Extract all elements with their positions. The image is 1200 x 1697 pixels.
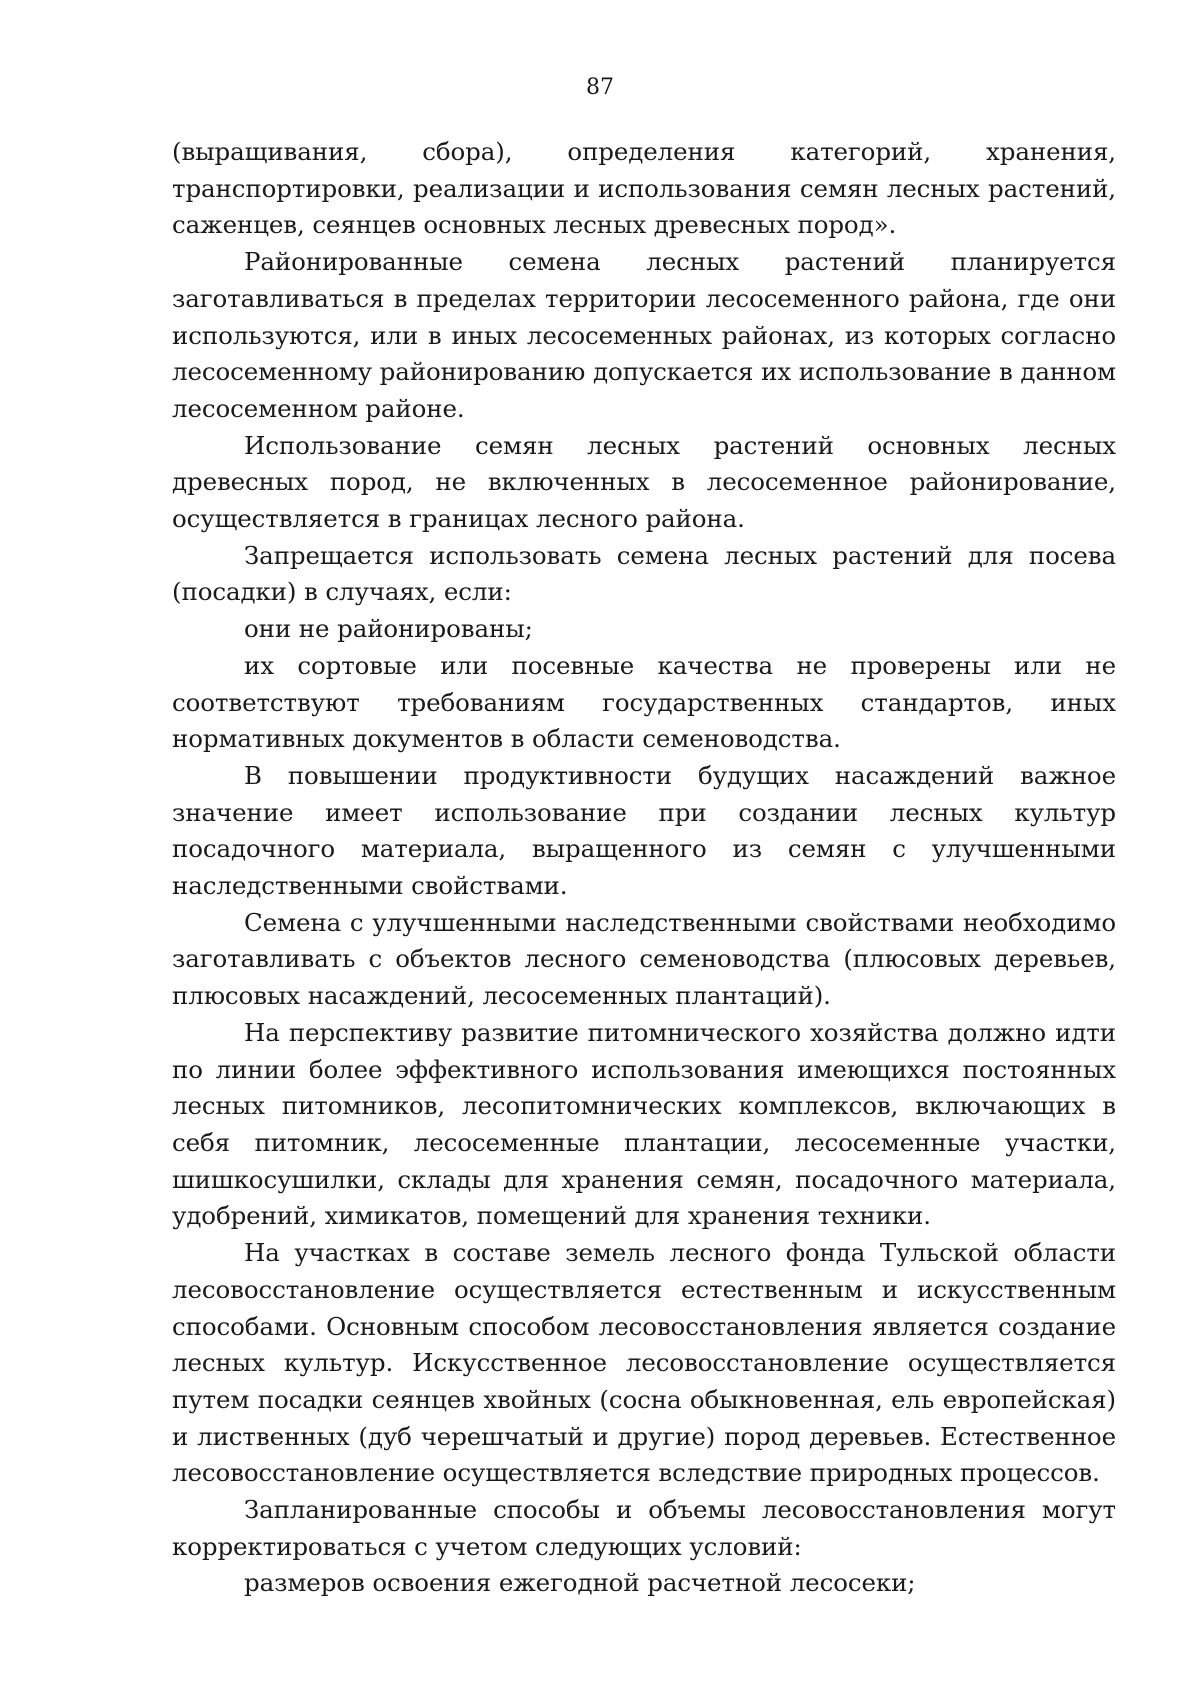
paragraph-prohibition: Запрещается использовать семена лесных растений для посева (посадки) в случаях, если: — [172, 540, 1116, 607]
paragraph-non-zoned-species: Использование семян лесных растений основных лесных древесных пород, не включенных в лесосеменное районирование, осуществляется в границах лесного района. — [172, 430, 1116, 534]
paragraph-nursery-development: На перспективу развитие питомнического хозяйства должно идти по линии более эффективного использования имеющихся постоянных лесных питомников, лесопитомнических комплексов, включающих в себя питомник, лесосеменные плантации, лесосеменные участки, шишкосушилки, склады для хранения семян, посадочного материала, удобрений, химикатов, помещений для хранения техники. — [172, 1017, 1116, 1231]
paragraph-continuation: (выращивания, сбора), определения категорий, хранения, транспортировки, реализации и использования семян лесных растений, саженцев, сеянцев основных лесных древесных пород». — [172, 137, 1116, 240]
paragraph-reforestation-methods: На участках в составе земель лесного фонда Тульской области лесовосстановление осуществляется естественным и искусственным способами. Основным способом лесовосстановления является создание лесных культур. Искусственное лесовосстановление осуществляется путем посадки сеянцев хвойных (сосна обыкновенная, ель европейская) и лиственных (дуб черешчатый и другие) пород деревьев. Естественное лесовосстановление осуществляется вследствие природных процессов. — [172, 1238, 1116, 1488]
paragraph-zoned-seeds: Районированные семена лесных растений планируется заготавливаться в пределах территории лесосеменного района, где они используются, или в иных лесосеменных районах, из которых согласно лесосеменному районированию допускается их использование в данном лесосеменном районе. — [172, 247, 1116, 423]
list-item-not-zoned: они не районированы; — [244, 614, 533, 644]
list-item-logging-volume: размеров освоения ежегодной расчетной лесосеки; — [244, 1568, 916, 1598]
paragraph-improved-seeds: Семена с улучшенными наследственными свойствами необходимо заготавливать с объектов лесного семеноводства (плюсовых деревьев, плюсовых насаждений, лесосеменных плантаций). — [172, 907, 1116, 1011]
list-item-not-verified: их сортовые или посевные качества не проверены или не соответствуют требованиям государственных стандартов, иных нормативных документов в области семеноводства. — [172, 650, 1116, 754]
paragraph-planned-methods: Запланированные способы и объемы лесовосстановления могут корректироваться с учетом следующих условий: — [172, 1495, 1116, 1561]
paragraph-productivity: В повышении продуктивности будущих насаждений важное значение имеет использование при создании лесных культур посадочного материала, выращенного из семян с улучшенными наследственными свойствами. — [172, 760, 1116, 901]
page-number: 87 — [586, 75, 614, 100]
body-text — [172, 134, 1116, 1602]
